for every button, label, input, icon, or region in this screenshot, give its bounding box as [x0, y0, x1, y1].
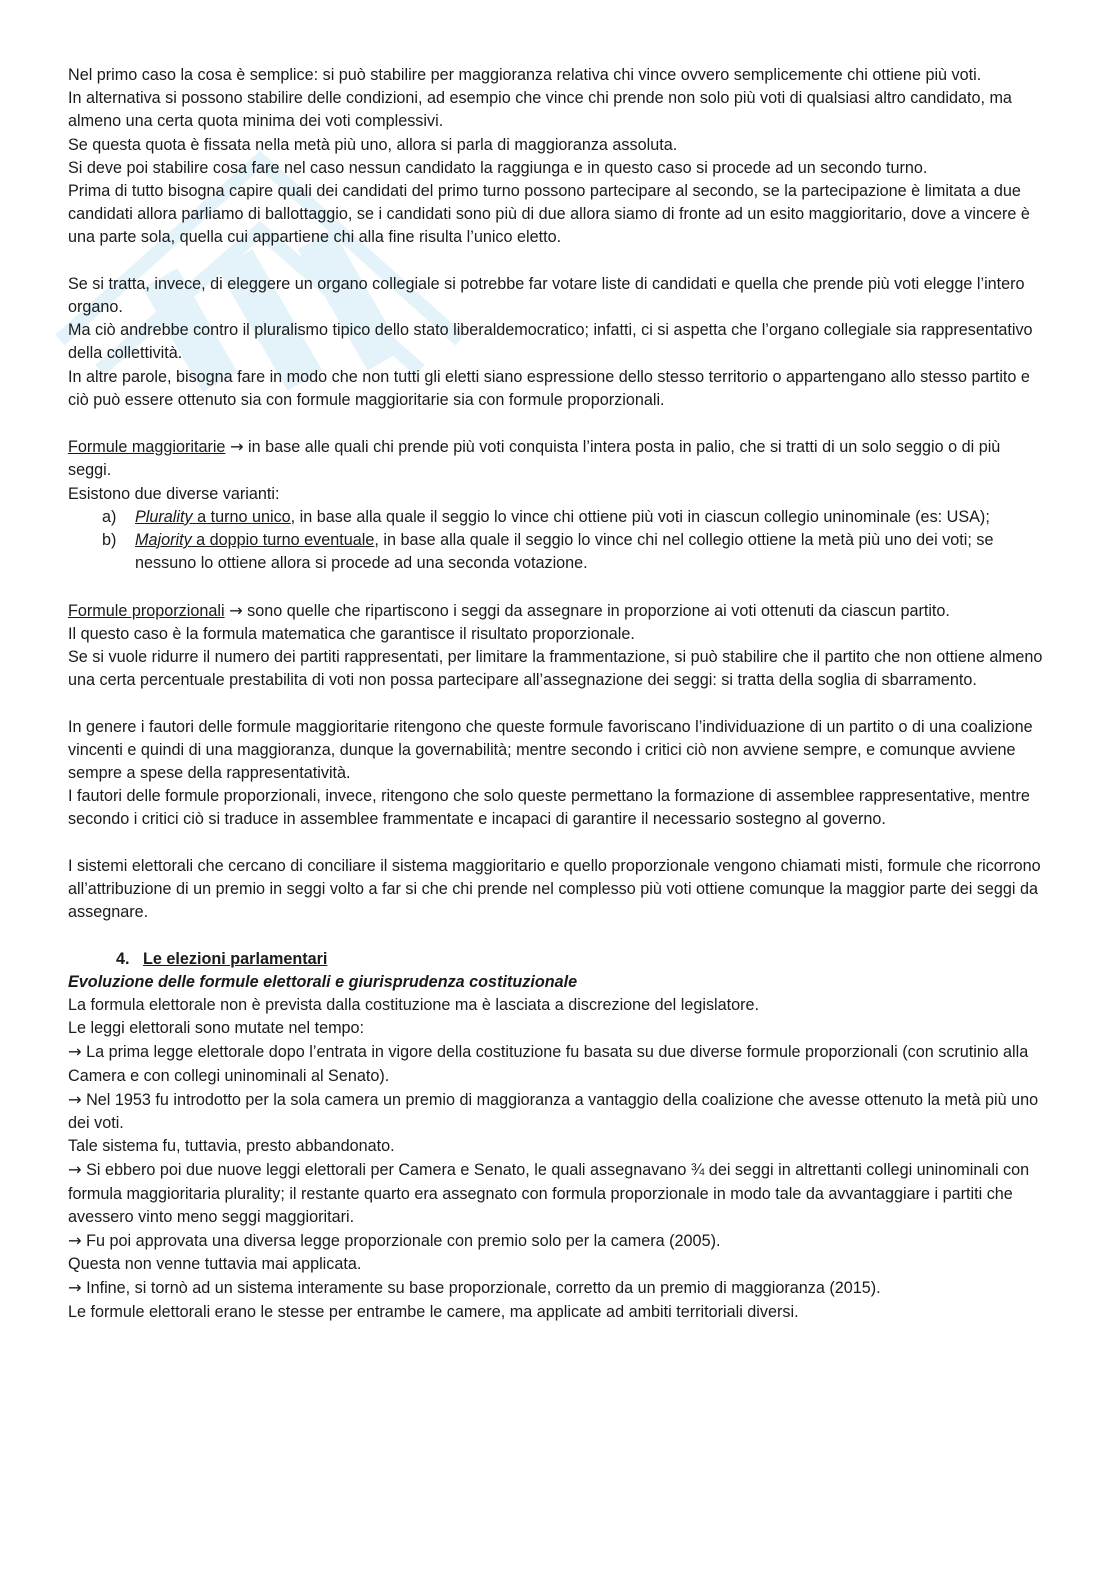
- paragraph: Le leggi elettorali sono mutate nel tempo:: [68, 1019, 365, 1038]
- arrow-icon: →: [229, 437, 244, 457]
- variants-list: [68, 506, 1043, 576]
- paragraph: Si deve poi stabilire cosa fare nel caso nessun candidato la raggiunga e in questo caso si procede ad un secondo turno.: [68, 158, 928, 177]
- paragraph: Nel primo caso la cosa è semplice: si può stabilire per maggioranza relativa chi vince ovvero semplicemente chi ottiene più voti.: [68, 66, 982, 84]
- document-page: [68, 64, 1043, 1324]
- arrow-icon: →: [68, 1089, 82, 1109]
- paragraph: Tale sistema fu, tuttavia, presto abbandonato.: [68, 1137, 395, 1156]
- majoritarian-definition: Formule maggioritarie → in base alle quali chi prende più voti conquista l’intera posta in palio, che si tratti di un solo seggio o di più seggi.: [68, 437, 1001, 480]
- proportional-definition: Formule proporzionali → sono quelle che ripartiscono i seggi da assegnare in proporzione ai voti ottenuti da ciascun partito.: [68, 600, 950, 620]
- subheading: Evoluzione delle formule elettorali e giurisprudenza costituzionale: [68, 972, 578, 991]
- paragraph: Prima di tutto bisogna capire quali dei candidati del primo turno possono partecipare al secondo, se la partecipazione è limitata a due candidati allora parliamo di ballottaggio, se i candidati sono più di due allora siamo di fronte ad un esito maggioritario, dove a vincere è una parte sola, quella cui appartiene chi alla fine risulta l’unico eletto.: [68, 182, 1030, 247]
- paragraph: In genere i fautori delle formule maggioritarie ritengono che queste formule favoriscano l’individuazione di un partito o di una coalizione vincenti e quindi di una maggioranza, dunque la governabilità; mentre secondo i critici ciò non avviene sempre, e comunque avviene sempre a spese della rappresentatività.: [68, 717, 1033, 783]
- section-heading: 4. Le elezioni parlamentari: [116, 949, 328, 968]
- paragraph: In altre parole, bisogna fare in modo che non tutti gli eletti siano espressione dello stesso territorio o appartengano allo stesso partito e ciò può essere ottenuto sia con formule maggioritarie sia con formule proporzionali.: [68, 367, 1030, 409]
- paragraph: La formula elettorale non è prevista dalla costituzione ma è lasciata a discrezione del legislatore.: [68, 996, 760, 1015]
- arrow-item: → La prima legge elettorale dopo l’entrata in vigore della costituzione fu basata su due diverse formule proporzionali (con scrutinio alla Camera e con collegi uninominali al Senato).: [68, 1042, 1029, 1085]
- arrow-icon: →: [68, 1042, 82, 1062]
- proportional-term: Formule proporzionali: [68, 601, 225, 620]
- paragraph: Il questo caso è la formula matematica che garantisce il risultato proporzionale.: [68, 624, 635, 643]
- list-item: b) Majority a doppio turno eventuale, in base alla quale il seggio lo vince chi nel collegio ottiene la metà più uno dei voti; se nessuno lo ottiene allora si procede ad una seconda votazione.: [102, 531, 994, 573]
- paragraph: Le formule elettorali erano le stesse per entrambe le camere, ma applicate ad ambiti territoriali diversi.: [68, 1302, 799, 1321]
- paragraph: Questa non venne tuttavia mai applicata.: [68, 1255, 362, 1274]
- paragraph: I sistemi elettorali che cercano di conciliare il sistema maggioritario e quello proporzionale vengono chiamati misti, formule che ricorrono all’attribuzione di un premio in seggi volto a far si che chi prende nel complesso più voti ottiene comunque la maggior parte dei seggi da assegnare.: [68, 856, 1041, 922]
- paragraph: Esistono due diverse varianti:: [68, 484, 280, 503]
- arrow-item: → Fu poi approvata una diversa legge proporzionale con premio solo per la camera (2005).: [68, 1231, 721, 1251]
- paragraph: Se si tratta, invece, di eleggere un organo collegiale si potrebbe far votare liste di candidati e quella che prende più voti elegge l’intero organo.: [68, 274, 1025, 317]
- arrow-icon: →: [229, 600, 243, 620]
- paragraph: I fautori delle formule proporzionali, invece, ritengono che solo queste permettano la formazione di assemblee rappresentative, mentre secondo i critici ciò si traduce in assemblee frammentate e incapaci di garantire il necessario sostegno al governo.: [68, 787, 1030, 829]
- arrow-icon: →: [68, 1160, 82, 1180]
- list-item: a) Plurality a turno unico, in base alla quale il seggio lo vince chi ottiene più voti in ciascun collegio uninominale (es: USA);: [102, 507, 990, 526]
- paragraph: Se questa quota è fissata nella metà più uno, allora si parla di maggioranza assoluta.: [68, 135, 678, 154]
- arrow-item: → Si ebbero poi due nuove leggi elettorali per Camera e Senato, le quali assegnavano ¾ dei seggi in altrettanti collegi uninominali con formula maggioritaria plurality; il restante quarto era assegnato con formula proporzionale in modo tale da avvantaggiare i partiti che avessero vinto meno seggi maggioritari.: [68, 1160, 1030, 1226]
- paragraph: Ma ciò andrebbe contro il pluralismo tipico dello stato liberaldemocratico; infatti, ci si aspetta che l’organo collegiale sia rappresentativo della collettività.: [68, 321, 1033, 363]
- paragraph: In alternativa si possono stabilire delle condizioni, ad esempio che vince chi prende non solo più voti di qualsiasi altro candidato, ma almeno una certa quota minima dei voti complessivi.: [68, 89, 1012, 131]
- arrow-item: → Infine, si tornò ad un sistema interamente su base proporzionale, corretto da un premio di maggioranza (2015).: [68, 1278, 881, 1298]
- arrow-icon: →: [68, 1231, 82, 1251]
- majoritarian-term: Formule maggioritarie: [68, 438, 226, 457]
- paragraph: Se si vuole ridurre il numero dei partiti rappresentati, per limitare la frammentazione, si può stabilire che il partito che non ottiene almeno una certa percentuale prestabilita di voti non possa partecipare all’assegnazione dei seggi: si tratta della soglia di sbarramento.: [68, 648, 1043, 690]
- arrow-icon: →: [68, 1278, 82, 1298]
- arrow-item: → Nel 1953 fu introdotto per la sola camera un premio di maggioranza a vantaggio della coalizione che avesse ottenuto la metà più uno dei voti.: [68, 1089, 1039, 1133]
